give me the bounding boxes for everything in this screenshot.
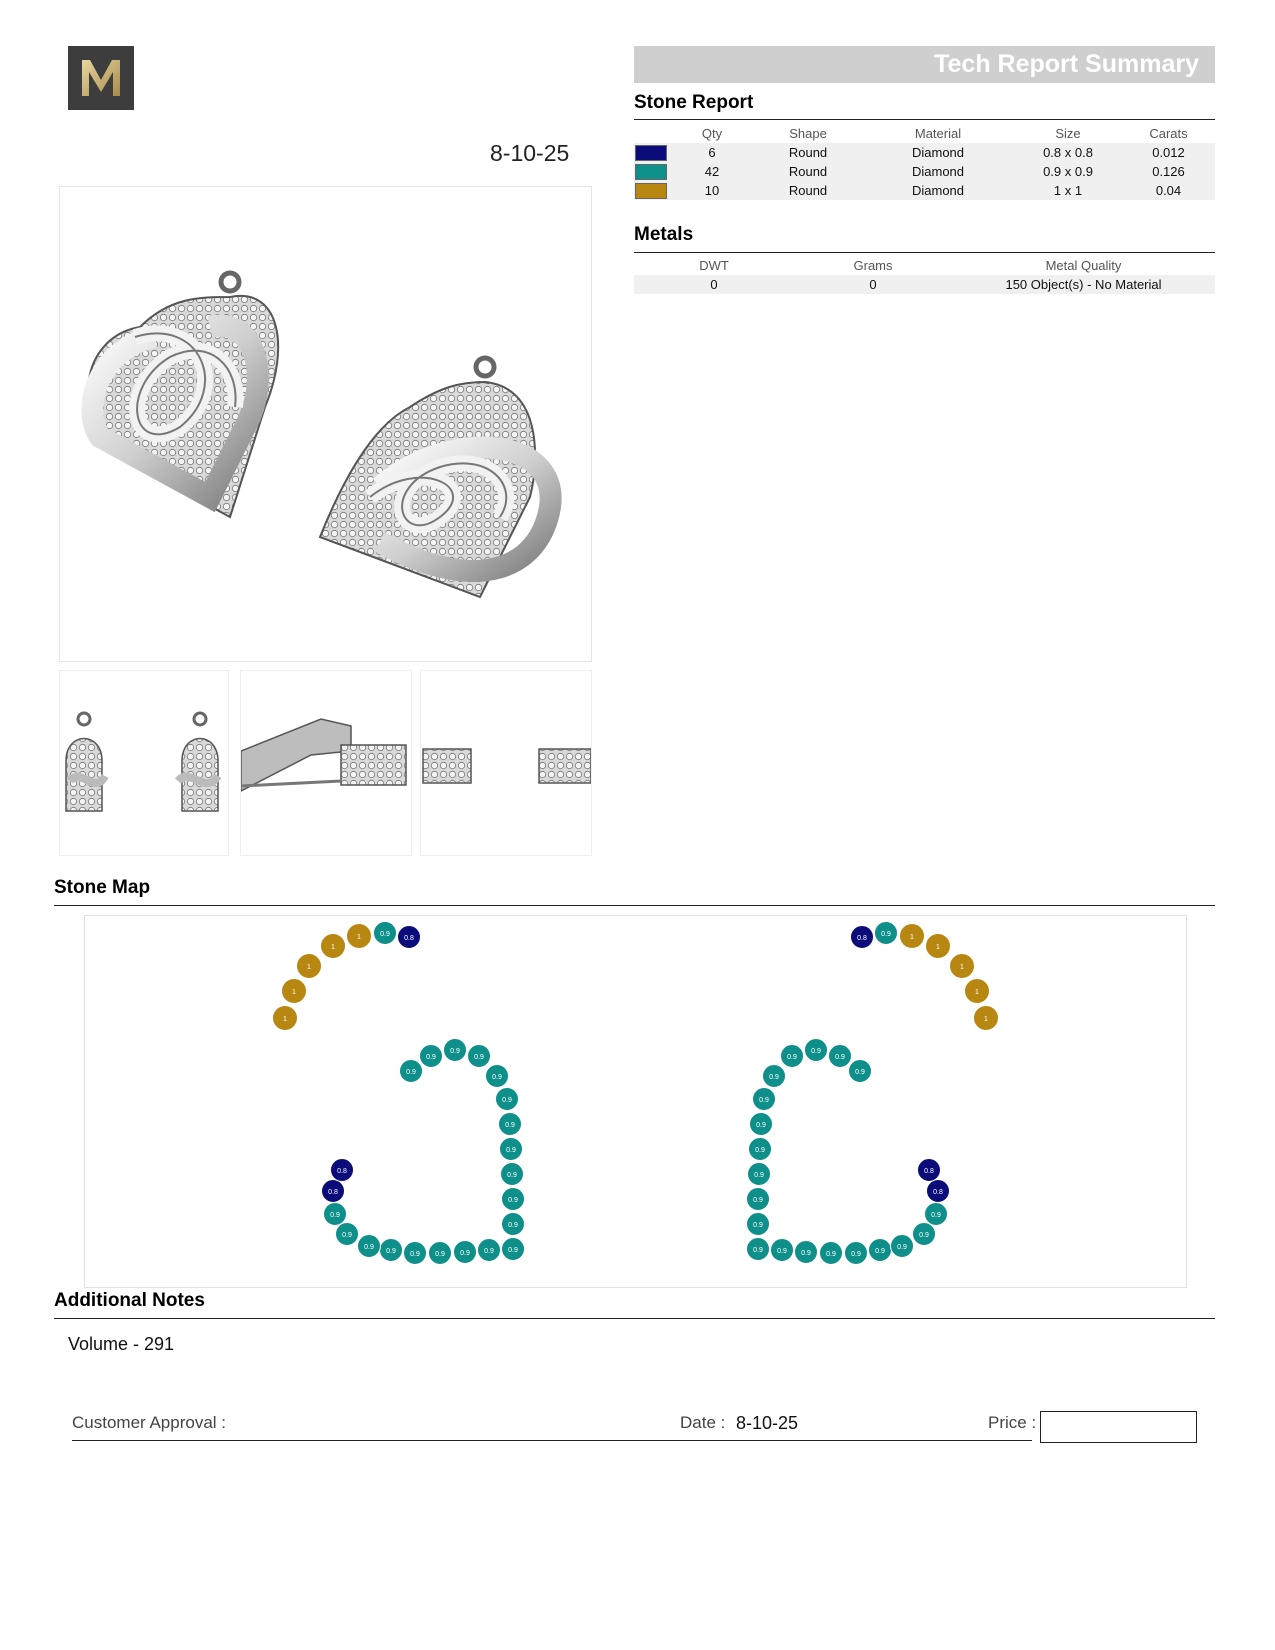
size-cell: 0.8 x 0.8 bbox=[1014, 143, 1122, 162]
teal-stone bbox=[444, 1039, 467, 1062]
teal-stone bbox=[829, 1045, 852, 1068]
stone-color-swatch bbox=[635, 164, 667, 180]
approval-signature-line[interactable] bbox=[72, 1440, 1032, 1441]
price-input-box[interactable] bbox=[1040, 1411, 1197, 1443]
additional-notes-title: Additional Notes bbox=[54, 1290, 205, 1311]
additional-notes-rule bbox=[54, 1318, 1215, 1319]
teal-stone bbox=[420, 1045, 443, 1068]
stone-size-label: 1 bbox=[283, 1016, 287, 1023]
stone-size-label: 0.9 bbox=[787, 1054, 797, 1061]
additional-notes-text: Volume - 291 bbox=[68, 1334, 175, 1354]
stone-size-label: 0.8 bbox=[337, 1168, 347, 1175]
table-row bbox=[634, 143, 1215, 162]
shape-cell: Round bbox=[754, 162, 862, 181]
shape-cell: Round bbox=[754, 143, 862, 162]
stone-size-label: 1 bbox=[307, 964, 311, 971]
customer-approval-label: Customer Approval : bbox=[72, 1413, 227, 1432]
gold-stone bbox=[965, 979, 990, 1004]
teal-stone bbox=[747, 1238, 770, 1261]
material-cell: Diamond bbox=[862, 162, 1014, 181]
stone-size-label: 0.9 bbox=[492, 1074, 502, 1081]
stone-size-label: 1 bbox=[331, 944, 335, 951]
teal-stone bbox=[501, 1163, 524, 1186]
navy-stone bbox=[927, 1180, 950, 1203]
stone-size-label: 0.9 bbox=[410, 1251, 420, 1258]
teal-stone bbox=[748, 1163, 771, 1186]
stone-size-label: 0.9 bbox=[753, 1222, 763, 1229]
gold-stone bbox=[900, 924, 925, 949]
stone-size-label: 1 bbox=[975, 989, 979, 996]
teal-stone bbox=[374, 922, 397, 945]
stone-report-title: Stone Report bbox=[634, 92, 754, 113]
gold-stone bbox=[926, 934, 951, 959]
teal-stone bbox=[795, 1241, 818, 1264]
stone-size-label: 1 bbox=[357, 934, 361, 941]
stone-size-label: 0.9 bbox=[460, 1250, 470, 1257]
navy-stone bbox=[851, 926, 874, 949]
stone-size-label: 0.9 bbox=[897, 1244, 907, 1251]
stone-size-label: 0.8 bbox=[328, 1189, 338, 1196]
approval-date-value: 8-10-25 bbox=[736, 1413, 799, 1433]
stone-color-swatch bbox=[635, 183, 667, 199]
qty-cell: 42 bbox=[670, 162, 754, 181]
column-header: Shape bbox=[789, 125, 827, 141]
teal-stone bbox=[400, 1060, 423, 1083]
teal-stone bbox=[925, 1203, 948, 1226]
stone-size-label: 0.9 bbox=[811, 1048, 821, 1055]
stone-size-label: 0.9 bbox=[931, 1212, 941, 1219]
stone-size-label: 0.9 bbox=[450, 1048, 460, 1055]
thumbnail-side-view[interactable] bbox=[240, 670, 412, 856]
column-header: Metal Quality bbox=[1045, 257, 1122, 273]
teal-stone bbox=[747, 1188, 770, 1211]
stone-size-label: 0.9 bbox=[753, 1247, 763, 1254]
qty-cell: 10 bbox=[670, 181, 754, 200]
right-earring-render bbox=[320, 358, 551, 597]
stone-report-rule bbox=[634, 119, 1215, 120]
teal-stone bbox=[499, 1113, 522, 1136]
stone-size-label: 0.9 bbox=[777, 1248, 787, 1255]
stone-size-label: 0.9 bbox=[435, 1251, 445, 1258]
stone-size-label: 0.9 bbox=[474, 1054, 484, 1061]
stone-size-label: 0.9 bbox=[851, 1251, 861, 1258]
teal-stone bbox=[771, 1239, 794, 1262]
teal-stone bbox=[454, 1241, 477, 1264]
teal-stone bbox=[500, 1138, 523, 1161]
gold-stone bbox=[273, 1006, 298, 1031]
navy-stone bbox=[918, 1159, 941, 1182]
stone-map-rule bbox=[54, 905, 1215, 906]
teal-stone bbox=[486, 1065, 509, 1088]
column-header: DWT bbox=[699, 257, 729, 273]
size-cell: 1 x 1 bbox=[1014, 181, 1122, 200]
table-row bbox=[634, 181, 1215, 200]
stone-size-label: 0.9 bbox=[507, 1172, 517, 1179]
stone-size-label: 0.9 bbox=[759, 1097, 769, 1104]
metal-quality-cell: 150 Object(s) - No Material bbox=[952, 275, 1215, 294]
stone-size-label: 1 bbox=[936, 944, 940, 951]
teal-stone bbox=[502, 1213, 525, 1236]
teal-stone bbox=[336, 1223, 359, 1246]
teal-stone bbox=[324, 1203, 347, 1226]
teal-stone bbox=[468, 1045, 491, 1068]
gold-stone bbox=[321, 934, 346, 959]
stone-size-label: 0.9 bbox=[769, 1074, 779, 1081]
material-cell: Diamond bbox=[862, 181, 1014, 200]
stone-size-label: 0.9 bbox=[506, 1147, 516, 1154]
stone-size-label: 0.9 bbox=[508, 1222, 518, 1229]
teal-stone bbox=[753, 1088, 776, 1111]
teal-stone bbox=[750, 1113, 773, 1136]
stone-size-label: 0.8 bbox=[857, 935, 867, 942]
shape-cell: Round bbox=[754, 181, 862, 200]
navy-stone bbox=[398, 926, 421, 949]
stone-size-label: 0.9 bbox=[484, 1248, 494, 1255]
stone-size-label: 1 bbox=[984, 1016, 988, 1023]
thumbnail-top-view[interactable] bbox=[420, 670, 592, 856]
column-header: Grams bbox=[853, 257, 893, 273]
column-header: Material bbox=[914, 125, 962, 141]
carats-cell: 0.012 bbox=[1122, 143, 1215, 162]
teal-stone bbox=[875, 922, 898, 945]
carats-cell: 0.04 bbox=[1122, 181, 1215, 200]
stone-size-label: 1 bbox=[960, 964, 964, 971]
stone-size-label: 0.8 bbox=[933, 1189, 943, 1196]
teal-stone bbox=[747, 1213, 770, 1236]
report-date: 8-10-25 bbox=[490, 140, 570, 166]
gold-stone bbox=[297, 954, 322, 979]
stone-map-canvas bbox=[85, 916, 1186, 1287]
stone-report-table bbox=[634, 123, 1215, 200]
gold-stone bbox=[347, 924, 372, 949]
stone-size-label: 0.9 bbox=[755, 1147, 765, 1154]
gold-stone bbox=[974, 1006, 999, 1031]
stone-size-label: 0.9 bbox=[386, 1248, 396, 1255]
teal-stone bbox=[358, 1235, 381, 1258]
teal-stone bbox=[502, 1188, 525, 1211]
column-header: Size bbox=[1055, 125, 1081, 141]
teal-stone bbox=[502, 1238, 525, 1261]
teal-stone bbox=[820, 1242, 843, 1265]
stone-size-label: 0.9 bbox=[875, 1248, 885, 1255]
company-logo bbox=[68, 46, 134, 110]
stone-size-label: 0.9 bbox=[505, 1122, 515, 1129]
thumbnail-front-view[interactable] bbox=[59, 670, 229, 856]
table-row bbox=[634, 162, 1215, 181]
stone-size-label: 0.9 bbox=[753, 1197, 763, 1204]
stone-size-label: 0.9 bbox=[756, 1122, 766, 1129]
report-header-bar bbox=[634, 46, 1215, 83]
stone-size-label: 0.9 bbox=[406, 1069, 416, 1076]
teal-stone bbox=[763, 1065, 786, 1088]
gold-stone bbox=[282, 979, 307, 1004]
stone-size-label: 0.9 bbox=[364, 1244, 374, 1251]
dwt-cell: 0 bbox=[634, 275, 794, 294]
teal-stone bbox=[805, 1039, 828, 1062]
gold-stone bbox=[950, 954, 975, 979]
stone-size-label: 0.9 bbox=[801, 1250, 811, 1257]
teal-stone bbox=[891, 1235, 914, 1258]
grams-cell: 0 bbox=[794, 275, 952, 294]
teal-stone bbox=[781, 1045, 804, 1068]
stone-size-label: 0.9 bbox=[508, 1197, 518, 1204]
main-render-image bbox=[59, 186, 592, 662]
metals-table bbox=[634, 255, 1215, 294]
date-label: Date : bbox=[680, 1413, 726, 1432]
stone-size-label: 0.9 bbox=[342, 1232, 352, 1239]
material-cell: Diamond bbox=[862, 143, 1014, 162]
teal-stone bbox=[913, 1223, 936, 1246]
stone-size-label: 0.9 bbox=[835, 1054, 845, 1061]
teal-stone bbox=[869, 1239, 892, 1262]
teal-stone bbox=[496, 1088, 519, 1111]
stone-size-label: 0.9 bbox=[426, 1054, 436, 1061]
stone-size-label: 0.9 bbox=[919, 1232, 929, 1239]
stone-size-label: 0.9 bbox=[855, 1069, 865, 1076]
stone-size-label: 0.9 bbox=[380, 931, 390, 938]
navy-stone bbox=[322, 1180, 345, 1203]
column-header: Qty bbox=[701, 125, 723, 141]
teal-stone bbox=[749, 1138, 772, 1161]
left-earring-render bbox=[88, 273, 278, 517]
qty-cell: 6 bbox=[670, 143, 754, 162]
teal-stone bbox=[404, 1242, 427, 1265]
stone-map bbox=[84, 915, 1187, 1288]
stone-size-label: 0.8 bbox=[924, 1168, 934, 1175]
table-row bbox=[634, 275, 1215, 294]
stone-size-label: 0.9 bbox=[508, 1247, 518, 1254]
stone-size-label: 0.9 bbox=[502, 1097, 512, 1104]
teal-stone bbox=[478, 1239, 501, 1262]
stone-size-label: 0.9 bbox=[330, 1212, 340, 1219]
teal-stone bbox=[429, 1242, 452, 1265]
size-cell: 0.9 x 0.9 bbox=[1014, 162, 1122, 181]
stone-size-label: 0.9 bbox=[881, 931, 891, 938]
stone-size-label: 0.9 bbox=[826, 1251, 836, 1258]
stone-size-label: 1 bbox=[910, 934, 914, 941]
stone-size-label: 0.9 bbox=[754, 1172, 764, 1179]
stone-size-label: 0.8 bbox=[404, 935, 414, 942]
teal-stone bbox=[845, 1242, 868, 1265]
teal-stone bbox=[849, 1060, 872, 1083]
report-title: Tech Report Summary bbox=[934, 50, 1199, 78]
carats-cell: 0.126 bbox=[1122, 162, 1215, 181]
stone-map-title: Stone Map bbox=[54, 877, 151, 898]
navy-stone bbox=[331, 1159, 354, 1182]
price-label: Price : bbox=[988, 1413, 1037, 1432]
stone-size-label: 1 bbox=[292, 989, 296, 996]
column-header: Carats bbox=[1149, 125, 1188, 141]
metals-rule bbox=[634, 252, 1215, 253]
stone-color-swatch bbox=[635, 145, 667, 161]
metals-title: Metals bbox=[634, 224, 694, 245]
teal-stone bbox=[380, 1239, 403, 1262]
